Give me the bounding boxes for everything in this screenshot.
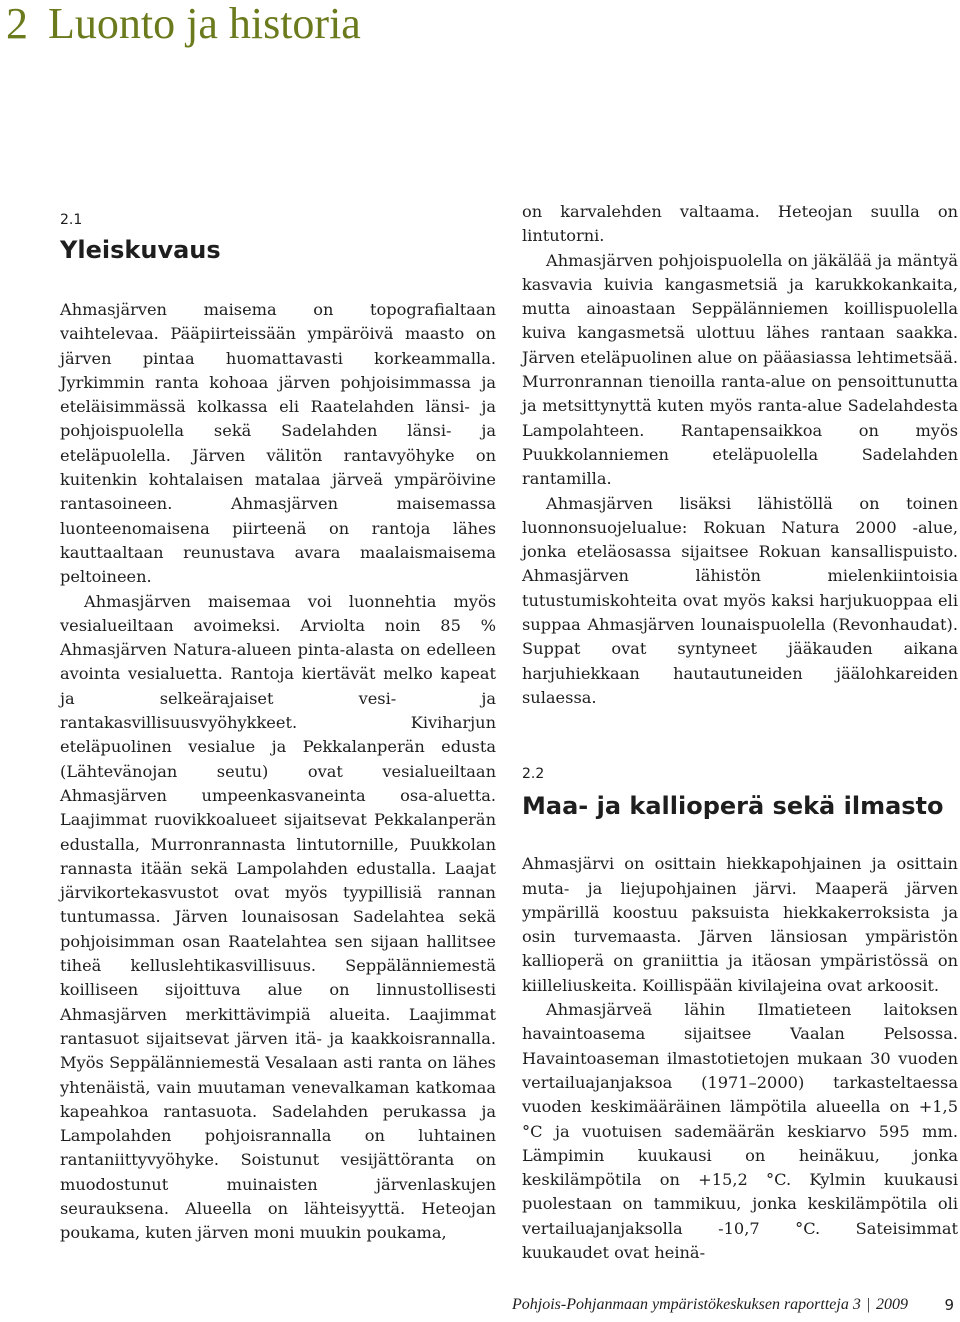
- body-paragraph: Ahmasjärvi on osittain hiekkapohjainen ja osittain muta- ja liejupohjainen järvi. Maaperä järven ympärillä koostuu paksuista hiekkakerroksista ja osin turvemaasta. Järven länsiosan ympäristön kallioperä on graniittia ja itäosan ympäristössä on kiilleliuskeita. Koillispään kivilajeina ovat arkoosit.: [522, 854, 958, 995]
- body-paragraph: Ahmasjärven pohjoispuolella on jäkälää ja mäntyä kasvavia kuivia kangasmetsiä ja karukkokankaita, mutta ainoastaan Seppälänniemen koillispuolella kuiva kangasmetsä ulottuu lähes rantaan saakka. Järven eteläpuolinen alue on pääasiassa lehtimetsää. Murronrannan tienoilla ranta-alue on pensoittunutta ja metsittynyttä kuten myös ranta-alue Sadelahdesta Lampolahteen. Rantapensaikkoa on myös Puukkolanniemen eteläpuolella Sadelahden rantamilla.: [522, 250, 958, 489]
- page-number: 9: [944, 1296, 954, 1314]
- footer-year: 2009: [876, 1296, 909, 1313]
- body-paragraph: Ahmasjärveä lähin Ilmatieteen laitoksen havaintoasema sijaitsee Vaalan Pelsossa. Havaintoaseman ilmastotietojen mukaan 30 vuoden vertailuajanjaksoa (1971–2000) tarkasteltaessa vuoden keskimääräinen lämpötila alueella on +1,5 °C ja vuotuisen sademäärän keskiarvo 595 mm. Lämpimin kuukausi on heinäkuu, jonka keskilämpötila on +15,2 °C. Kylmin kuukausi puolestaan on tammikuu, jonka keskilämpötila oli vertailuajanjaksolla -10,7 °C. Sateisimmat kuukaudet ovat heinä-: [522, 1000, 958, 1262]
- section-title: Yleiskuvaus: [60, 236, 221, 264]
- section-title: Maa- ja kallioperä sekä ilmasto: [522, 792, 944, 821]
- body-paragraph: Ahmasjärven lisäksi lähistöllä on toinen luonnonsuojelualue: Rokuan Natura 2000 -alue, jonka eteläosassa sijaitsee Rokuan kansallispuisto. Ahmasjärven lähistön mielenkiintoisia tutustumiskohteita ovat myös kaksi harjukuoppaa eli suppaa Ahmasjärven lounaispuolella (Revonhaudat). Suppat ovat syntyneet jääkauden aikana harjuhiekkaan hautautuneiden jäälohkareiden sulaessa.: [522, 493, 958, 707]
- body-paragraph: on karvalehden valtaama. Heteojan suulla on lintutorni.: [522, 202, 958, 246]
- body-paragraph: Ahmasjärven maisema on topografialtaan vaihtelevaa. Pääpiirteissään ympäröivä maasto on järven pintaa huomattavasti korkeammalla. Jyrkimmin ranta kohoaa järven pohjoisimmassa ja eteläisimmässä kolkassa eli Raatelahden länsi- ja pohjoispuolella sekä Sadelahden länsi- ja eteläpuolella. Järven välitön rantavyöhyke on kuitenkin kohtalaisen matalaa järveä ympäröivine rantasoineen. Ahmasjärven maisemassa luonteenomaisena piirteenä on rantoja lähes kauttaaltaan reunustava avara maalaismaisema peltoineen.: [60, 300, 496, 587]
- footer-separator: |: [866, 1296, 871, 1313]
- footer-publication: Pohjois-Pohjanmaan ympäristökeskuksen raportteja: [512, 1296, 849, 1313]
- section-number: 2.2: [522, 766, 545, 783]
- page-footer: [512, 1296, 958, 1314]
- body-paragraph: Ahmasjärven maisemaa voi luonnehtia myös vesialueiltaan avoimeksi. Arviolta noin 85 % Ahmasjärven Natura-alueen pinta-alasta on edelleen avointa vesialuetta. Rantoja kiertävät melko kapeat ja selkeärajaiset vesi- ja rantakasvillisuusvyöhykkeet. Kiviharjun eteläpuolinen vesialue ja Pekkalanperän edusta (Lähtevänojan seutu) ovat vesialueiltaan Ahmasjärven umpeenkasvaneinta osa-aluetta. Laajimmat ruovikkoalueet sijaitsevat Pekkalanperän edustalla, Murronrannasta lintutornille, Puukkolan rannasta itään sekä Lampolahden edustalla. Laajat järvikortekasvustot ovat myös tyypillisiä rannan tuntumassa. Järven lounaisosan Sadelahtea sekä pohjoisimman osan Raatelahtea sen sijaan hallitsee tiheä kelluslehtikasvillisuus. Seppälänniemestä koilliseen sijoittuva alue on linnustollisesti Ahmasjärven merkittävimpiä alueita. Laajimmat rantasuot sijaitsevat järven itä- ja kaakkoisrannalla. Myös Seppälänniemestä Vesalaan asti ranta on lähes yhtenäistä, vain muutaman venevalkaman katkomaa kapeahkoa rantasuota. Sadelahden perukassa ja Lampolahden pohjoisrannalla on luhtainen rantaniittyvyöhyke. Soistunut vesijättöranta on muodostunut muinaisten järvenlaskujen seurauksena. Alueella on lähteisyyttä. Heteojan poukama, kuten järven moni muukin poukama,: [60, 591, 496, 1243]
- section-number: 2.1: [60, 212, 83, 228]
- chapter-heading: [6, 0, 361, 49]
- right-column: [522, 200, 958, 1265]
- left-column: [60, 200, 496, 1246]
- chapter-title: Luonto ja historia: [48, 0, 361, 48]
- footer-issue: 3: [852, 1296, 861, 1313]
- chapter-number: 2: [6, 0, 28, 48]
